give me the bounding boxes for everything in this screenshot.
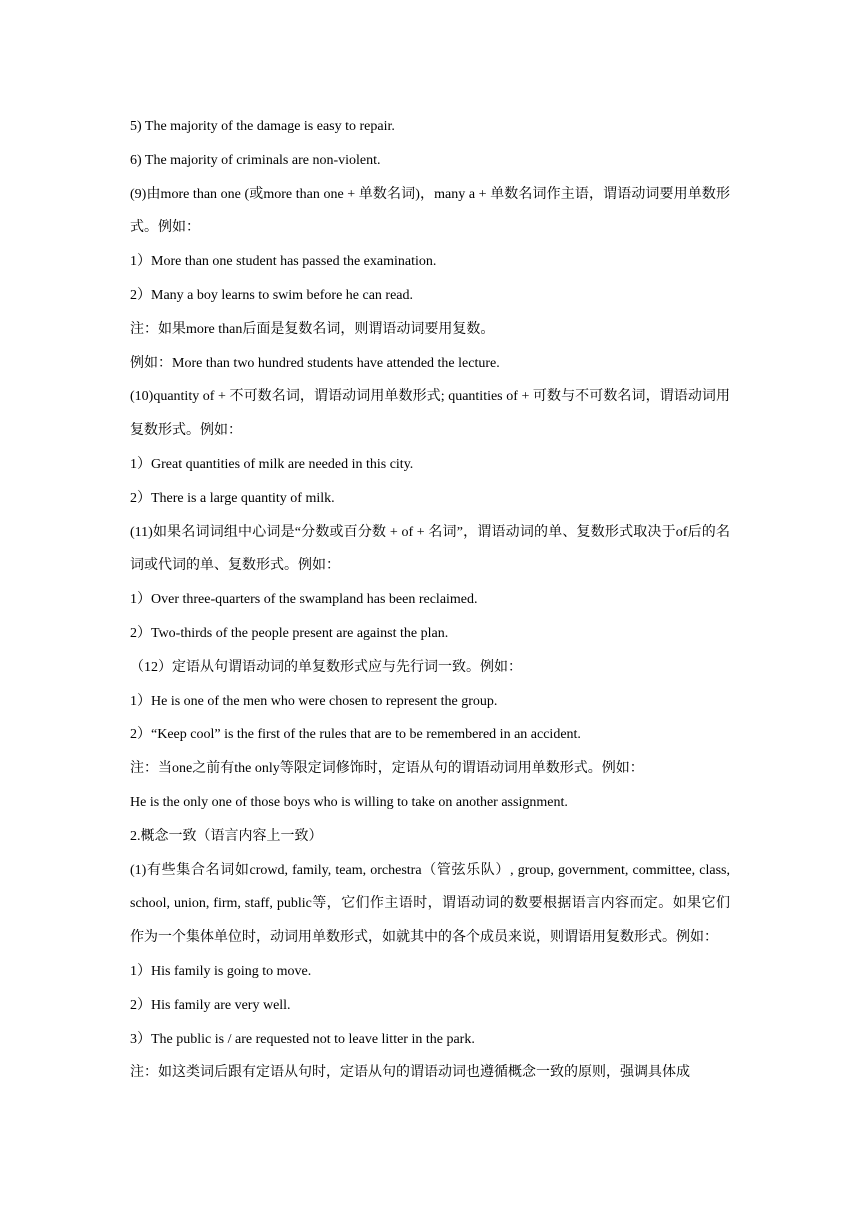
text-line: 3）The public is / are requested not to leave litter in the park.	[130, 1031, 475, 1047]
text-line: 1）He is one of the men who were chosen to represent the group.	[130, 693, 498, 709]
text-line: 2）“Keep cool” is the first of the rules that are to be remembered in an accident.	[130, 727, 581, 743]
text-line: 注：如果more than后面是复数名词，则谓语动词要用复数。	[130, 321, 495, 337]
text-line: 1）Great quantities of milk are needed in this city.	[130, 456, 414, 472]
text-line: 6) The majority of criminals are non-violent.	[130, 152, 381, 168]
text-line: 注：当one之前有the only等限定词修饰时，定语从句的谓语动词用单数形式。例如：	[130, 761, 644, 777]
text-line: 例如：More than two hundred students have attended the lecture.	[130, 355, 500, 371]
text-line: He is the only one of those boys who is willing to take on another assignment.	[130, 794, 568, 810]
text-line: 2）Many a boy learns to swim before he can read.	[130, 287, 414, 303]
text-line: (10)quantity of + 不可数名词，谓语动词用单数形式; quantities of + 可数与不可数名词，谓语动词用复数形式。例如：	[130, 389, 730, 439]
text-line: (1)有些集合名词如crowd, family, team, orchestra（管弦乐队）, group, government, committee, class, school, union, firm, staff, public等，它们作主语时，谓语动词的数要根据语言内容而定。如果它们作为一个集体单位时，动词用单数形式，如就其中的各个成员来说，则谓语用复数形式。例如：	[130, 862, 730, 946]
text-line: 2）His family are very well.	[130, 997, 291, 1013]
text-line: 1）More than one student has passed the examination.	[130, 254, 437, 270]
text-line: 注：如这类词后跟有定语从句时，定语从句的谓语动词也遵循概念一致的原则，强调具体成	[130, 1065, 690, 1081]
document-body	[130, 110, 730, 1090]
text-line: (11)如果名词词组中心词是“分数或百分数 + of + 名词”，谓语动词的单、复数形式取决于of后的名词或代词的单、复数形式。例如：	[130, 524, 730, 574]
text-line: 1）Over three-quarters of the swampland has been reclaimed.	[130, 592, 478, 608]
text-line: 2）There is a large quantity of milk.	[130, 490, 335, 506]
text-line: (9)由more than one (或more than one + 单数名词)，many a + 单数名词作主语，谓语动词要用单数形式。例如：	[130, 186, 730, 236]
text-line: 2）Two-thirds of the people present are against the plan.	[130, 625, 449, 641]
text-line: 5) The majority of the damage is easy to repair.	[130, 119, 395, 134]
text-line: 1）His family is going to move.	[130, 963, 312, 979]
text-line: （12）定语从句谓语动词的单复数形式应与先行词一致。例如：	[130, 659, 522, 675]
text-line: 2.概念一致（语言内容上一致）	[130, 828, 323, 844]
